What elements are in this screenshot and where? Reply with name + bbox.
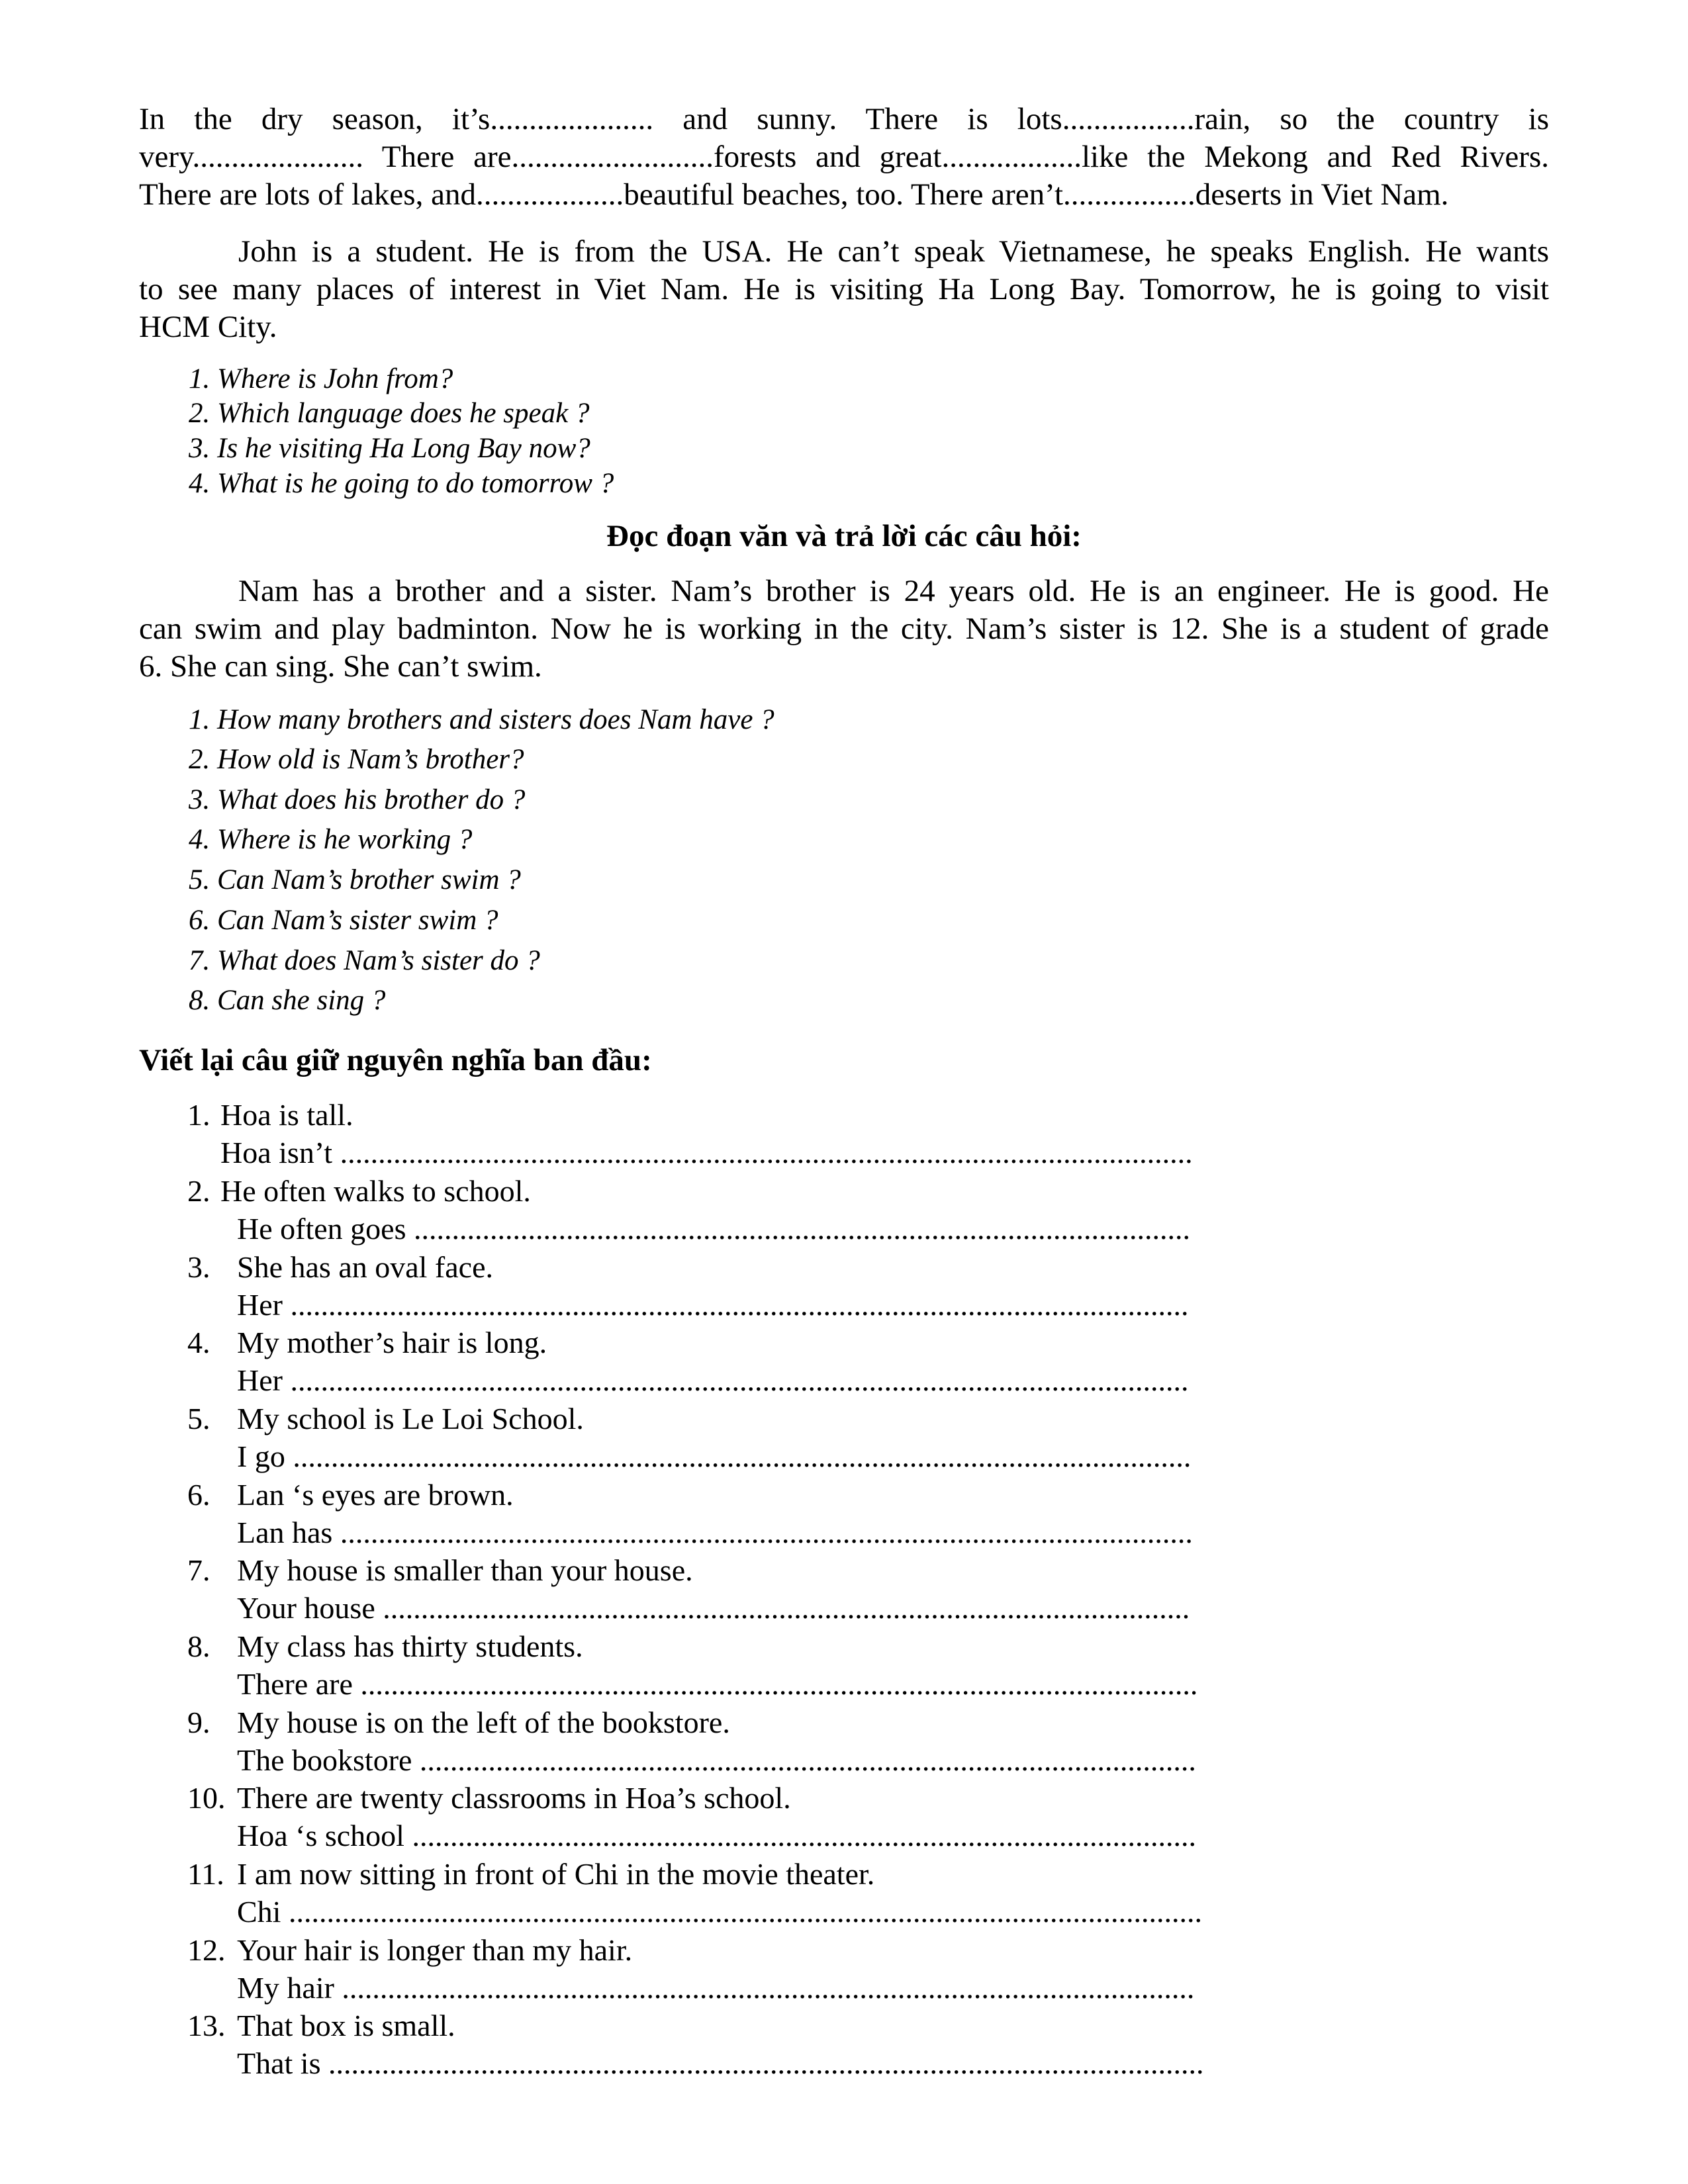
- item-sentence: That box is small.: [237, 2009, 455, 2042]
- question-item: 7. What does Nam’s sister do ?: [189, 945, 540, 976]
- item-number: 5.: [187, 1402, 211, 1435]
- item-sentence: My class has thirty students.: [237, 1629, 583, 1663]
- answer-line[interactable]: Hoa isn’t ................................................................................................................: [220, 1136, 1193, 1169]
- item-number: 13.: [187, 2009, 226, 2042]
- question-item: 1. Where is John from?: [189, 363, 453, 394]
- answer-line[interactable]: Chi ........................................................................................................................: [237, 1895, 1202, 1929]
- answer-line[interactable]: He often goes ......................................................................................................: [237, 1212, 1190, 1246]
- item-number: 4.: [187, 1326, 211, 1359]
- passage-line: There are lots of lakes, and...................beautiful beaches, too. There aren’t.................deserts in Viet Nam.: [139, 177, 1449, 212]
- question-item: 4. What is he going to do tomorrow ?: [189, 468, 614, 499]
- answer-line[interactable]: Your house ..........................................................................................................: [237, 1591, 1190, 1625]
- question-item: 5. Can Nam’s brother swim ?: [189, 864, 521, 895]
- item-number: 6.: [187, 1478, 211, 1512]
- question-item: 4. Where is he working ?: [189, 824, 473, 855]
- item-sentence: My mother’s hair is long.: [237, 1326, 547, 1359]
- item-sentence: My house is on the left of the bookstore.: [237, 1706, 730, 1739]
- passage-line: to see many places of interest in Viet Nam. He is visiting Ha Long Bay. Tomorrow, he is going to visit: [139, 272, 1549, 306]
- passage-line: can swim and play badminton. Now he is working in the city. Nam’s sister is 12. She is a student of grade: [139, 612, 1549, 646]
- question-item: 6. Can Nam’s sister swim ?: [189, 905, 498, 936]
- item-sentence: Your hair is longer than my hair.: [237, 1933, 633, 1967]
- item-sentence: I am now sitting in front of Chi in the movie theater.: [237, 1857, 875, 1891]
- item-sentence: He often walks to school.: [220, 1174, 531, 1208]
- item-number: 8.: [187, 1629, 211, 1663]
- passage-nam: [139, 572, 1549, 686]
- question-item: 2. How old is Nam’s brother?: [189, 744, 524, 775]
- item-number: 11.: [187, 1857, 224, 1891]
- passage-line: 6. She can sing. She can’t swim.: [139, 649, 542, 684]
- answer-line[interactable]: I go ......................................................................................................................: [237, 1439, 1192, 1473]
- answer-line[interactable]: The bookstore ......................................................................................................: [237, 1743, 1196, 1777]
- answer-line[interactable]: There are ..............................................................................................................: [237, 1667, 1198, 1701]
- item-sentence: She has an oval face.: [237, 1250, 494, 1284]
- question-item: 1. How many brothers and sisters does Nam have ?: [189, 704, 774, 735]
- item-number: 12.: [187, 1933, 226, 1967]
- item-number: 10.: [187, 1781, 226, 1815]
- item-sentence: Lan ‘s eyes are brown.: [237, 1478, 514, 1512]
- item-sentence: My school is Le Loi School.: [237, 1402, 584, 1435]
- item-sentence: My house is smaller than your house.: [237, 1553, 693, 1587]
- item-number: 3.: [187, 1250, 211, 1284]
- passage-line: very...................... There are..........................forests and great..................like the Mekong and Red Rivers.: [139, 140, 1549, 174]
- passage-john: [139, 233, 1549, 346]
- item-sentence: Hoa is tall.: [220, 1098, 353, 1132]
- question-item: 3. Is he visiting Ha Long Bay now?: [189, 433, 590, 464]
- item-sentence: There are twenty classrooms in Hoa’s school.: [237, 1781, 791, 1815]
- answer-line[interactable]: Her ......................................................................................................................: [237, 1363, 1189, 1397]
- question-item: 2. Which language does he speak ?: [189, 398, 590, 429]
- passage-line: HCM City.: [139, 310, 277, 344]
- question-item: 8. Can she sing ?: [189, 985, 386, 1016]
- answer-line[interactable]: Hoa ‘s school .......................................................................................................: [237, 1819, 1196, 1852]
- answer-line[interactable]: My hair ................................................................................................................: [237, 1971, 1195, 2005]
- passage-line: Nam has a brother and a sister. Nam’s brother is 24 years old. He is an engineer. He is good. He: [238, 574, 1549, 608]
- section-heading-rewrite: Viết lại câu giữ nguyên nghĩa ban đầu:: [139, 1043, 652, 1077]
- item-number: 7.: [187, 1553, 211, 1587]
- passage-line: In the dry season, it’s..................... and sunny. There is lots.................rain, so the country is: [139, 102, 1549, 136]
- question-item: 3. What does his brother do ?: [189, 784, 526, 815]
- item-number: 9.: [187, 1706, 211, 1739]
- item-number: 1.: [187, 1098, 211, 1132]
- passage-dry-season: [139, 101, 1549, 214]
- answer-line[interactable]: That is ...................................................................................................................: [237, 2046, 1204, 2080]
- item-number: 2.: [187, 1174, 211, 1208]
- section-heading-read: Đọc đoạn văn và trả lời các câu hỏi:: [606, 519, 1082, 553]
- answer-line[interactable]: Lan has ................................................................................................................: [237, 1516, 1193, 1549]
- passage-line: John is a student. He is from the USA. He can’t speak Vietnamese, he speaks English. He wants: [238, 234, 1549, 269]
- answer-line[interactable]: Her ......................................................................................................................: [237, 1288, 1189, 1322]
